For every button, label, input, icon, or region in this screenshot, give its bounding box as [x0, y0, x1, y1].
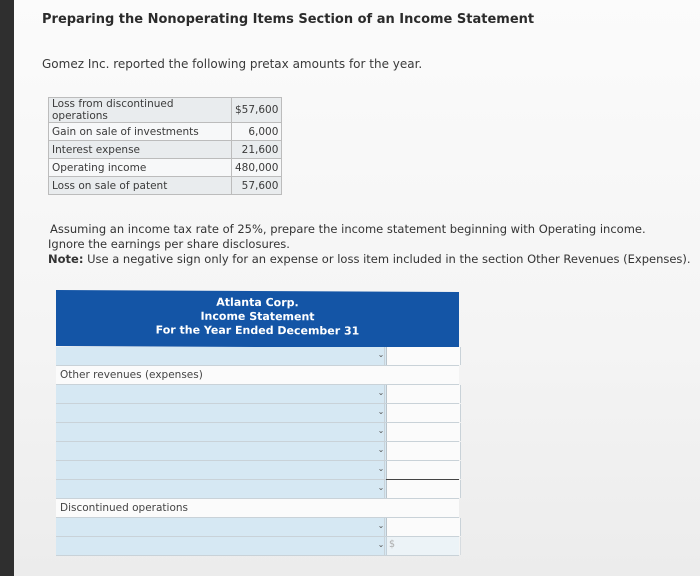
statement-row-other-header	[56, 366, 459, 385]
amount-input[interactable]	[386, 385, 461, 403]
instruction-note	[48, 252, 691, 267]
table-row	[49, 123, 282, 141]
discontinued-operations-label: Discontinued operations	[60, 502, 189, 514]
amount-input[interactable]	[386, 537, 461, 555]
chevron-down-icon[interactable]: ⌄	[377, 350, 385, 359]
fact-label: Interest expense	[49, 141, 232, 159]
amount-input[interactable]	[386, 480, 461, 498]
statement-row	[56, 442, 459, 461]
account-select[interactable]	[56, 347, 385, 365]
account-select[interactable]	[56, 480, 385, 498]
statement-row	[56, 404, 459, 423]
table-row	[49, 159, 282, 177]
page-title: Preparing the Nonoperating Items Section of an Income Statement	[42, 12, 535, 27]
amount-input[interactable]	[386, 347, 461, 365]
other-revenues-label: Other revenues (expenses)	[60, 369, 203, 381]
table-row	[49, 141, 282, 159]
fact-label: Loss on sale of patent	[49, 177, 232, 195]
fact-value: 480,000	[232, 159, 282, 177]
pretax-amounts-table	[48, 97, 282, 195]
amount-input[interactable]	[386, 423, 461, 441]
chevron-down-icon[interactable]: ⌄	[377, 426, 385, 435]
chevron-down-icon[interactable]: ⌄	[377, 388, 385, 397]
chevron-down-icon[interactable]: ⌄	[377, 464, 385, 473]
fact-value: 21,600	[232, 141, 282, 159]
fact-label: Loss from discontinued operations	[49, 98, 232, 123]
statement-period: For the Year Ended December 31	[155, 323, 360, 338]
fact-label: Gain on sale of investments	[49, 123, 232, 141]
statement-row-discontinued-header	[56, 499, 459, 518]
fact-value: 57,600	[232, 177, 282, 195]
worksheet-page	[14, 0, 700, 576]
statement-row	[56, 385, 459, 404]
fact-value: $57,600	[232, 98, 282, 123]
account-select[interactable]	[56, 537, 385, 555]
account-select[interactable]	[56, 442, 385, 460]
intro-text: Gomez Inc. reported the following pretax amounts for the year.	[42, 57, 423, 71]
statement-name: Income Statement	[200, 309, 315, 324]
instructions	[48, 222, 691, 267]
instruction-line-2: Ignore the earnings per share disclosures.	[48, 237, 290, 251]
account-select[interactable]	[56, 423, 385, 441]
amount-input[interactable]	[386, 518, 461, 536]
amount-input[interactable]	[386, 461, 461, 479]
statement-row	[56, 423, 459, 442]
statement-header	[56, 290, 459, 348]
statement-row	[56, 518, 459, 537]
account-select[interactable]	[56, 404, 385, 422]
chevron-down-icon[interactable]: ⌄	[377, 540, 385, 549]
fact-label: Operating income	[49, 159, 232, 177]
statement-row	[56, 480, 459, 499]
note-label: Note:	[48, 252, 84, 266]
statement-row	[56, 461, 459, 480]
chevron-down-icon[interactable]: ⌄	[377, 445, 385, 454]
chevron-down-icon[interactable]: ⌄	[377, 483, 385, 492]
instruction-line-1: Assuming an income tax rate of 25%, prepare the income statement beginning with Operating income.	[50, 222, 646, 236]
chevron-down-icon[interactable]: ⌄	[377, 407, 385, 416]
fact-value: 6,000	[232, 123, 282, 141]
account-select[interactable]	[56, 518, 385, 536]
account-select[interactable]	[56, 385, 385, 403]
account-select[interactable]	[56, 461, 385, 479]
amount-input[interactable]	[386, 442, 461, 460]
table-row	[49, 177, 282, 195]
statement-row-operating	[56, 347, 459, 366]
statement-row-net-income	[56, 537, 459, 556]
chevron-down-icon[interactable]: ⌄	[377, 521, 385, 530]
company-name: Atlanta Corp.	[216, 295, 299, 310]
income-statement-form	[56, 291, 459, 556]
amount-input[interactable]	[386, 404, 461, 422]
note-text: Use a negative sign only for an expense or loss item included in the section Other Revenues (Expenses).	[83, 252, 691, 266]
table-row	[49, 98, 282, 123]
